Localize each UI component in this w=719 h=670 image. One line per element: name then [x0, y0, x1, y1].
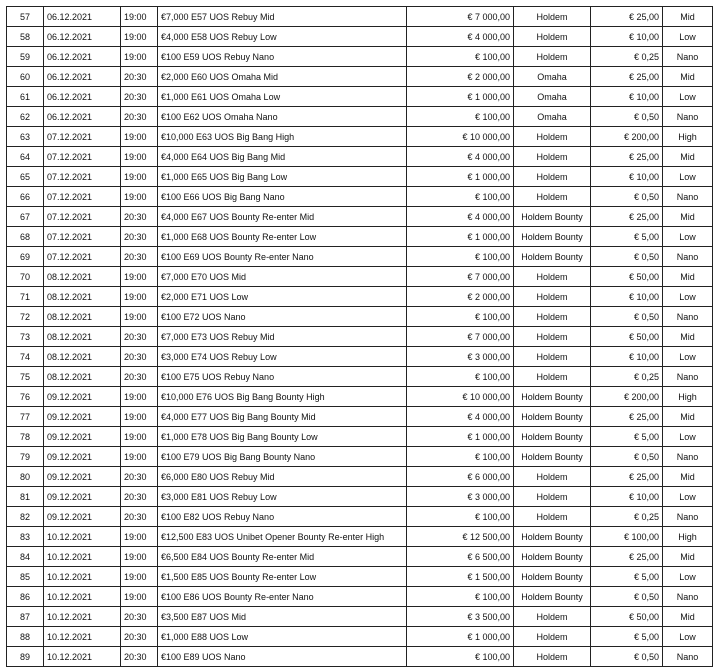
- event-time-cell: 20:30: [121, 247, 158, 267]
- event-number-cell: 68: [7, 227, 44, 247]
- stake-level-cell: Mid: [663, 7, 713, 27]
- event-number-cell: 62: [7, 107, 44, 127]
- guarantee-amount-cell: € 4 000,00: [407, 27, 514, 47]
- event-number-cell: 83: [7, 527, 44, 547]
- event-name-cell: €1,000 E65 UOS Big Bang Low: [158, 167, 407, 187]
- guarantee-amount-cell: € 12 500,00: [407, 527, 514, 547]
- table-row: [7, 167, 713, 187]
- buy-in-cell: € 0,50: [591, 247, 663, 267]
- event-name-cell: €1,000 E61 UOS Omaha Low: [158, 87, 407, 107]
- event-date-cell: 10.12.2021: [44, 627, 121, 647]
- event-name-cell: €3,000 E74 UOS Rebuy Low: [158, 347, 407, 367]
- stake-level-cell: Low: [663, 27, 713, 47]
- table-row: [7, 227, 713, 247]
- table-row: [7, 107, 713, 127]
- game-type-cell: Holdem: [514, 287, 591, 307]
- event-name-cell: €1,000 E78 UOS Big Bang Bounty Low: [158, 427, 407, 447]
- event-name-cell: €4,000 E67 UOS Bounty Re-enter Mid: [158, 207, 407, 227]
- game-type-cell: Holdem: [514, 307, 591, 327]
- game-type-cell: Holdem Bounty: [514, 247, 591, 267]
- table-row: [7, 367, 713, 387]
- stake-level-cell: Nano: [663, 367, 713, 387]
- guarantee-amount-cell: € 7 000,00: [407, 267, 514, 287]
- stake-level-cell: Nano: [663, 447, 713, 467]
- event-date-cell: 09.12.2021: [44, 427, 121, 447]
- event-time-cell: 19:00: [121, 27, 158, 47]
- event-name-cell: €3,500 E87 UOS Mid: [158, 607, 407, 627]
- table-row: [7, 187, 713, 207]
- event-time-cell: 19:00: [121, 427, 158, 447]
- game-type-cell: Holdem Bounty: [514, 227, 591, 247]
- game-type-cell: Holdem: [514, 367, 591, 387]
- table-row: [7, 407, 713, 427]
- game-type-cell: Holdem Bounty: [514, 407, 591, 427]
- table-row: [7, 387, 713, 407]
- event-name-cell: €1,000 E88 UOS Low: [158, 627, 407, 647]
- table-row: [7, 267, 713, 287]
- buy-in-cell: € 5,00: [591, 227, 663, 247]
- event-time-cell: 19:00: [121, 127, 158, 147]
- guarantee-amount-cell: € 6 000,00: [407, 467, 514, 487]
- event-date-cell: 07.12.2021: [44, 147, 121, 167]
- event-date-cell: 09.12.2021: [44, 447, 121, 467]
- event-number-cell: 74: [7, 347, 44, 367]
- guarantee-amount-cell: € 100,00: [407, 647, 514, 667]
- event-time-cell: 19:00: [121, 287, 158, 307]
- guarantee-amount-cell: € 4 000,00: [407, 407, 514, 427]
- buy-in-cell: € 25,00: [591, 207, 663, 227]
- stake-level-cell: Nano: [663, 307, 713, 327]
- table-row: [7, 247, 713, 267]
- event-date-cell: 08.12.2021: [44, 287, 121, 307]
- event-number-cell: 66: [7, 187, 44, 207]
- event-number-cell: 63: [7, 127, 44, 147]
- event-number-cell: 58: [7, 27, 44, 47]
- event-name-cell: €1,500 E85 UOS Bounty Re-enter Low: [158, 567, 407, 587]
- game-type-cell: Holdem Bounty: [514, 447, 591, 467]
- table-row: [7, 607, 713, 627]
- event-time-cell: 20:30: [121, 627, 158, 647]
- schedule-table: [6, 6, 713, 667]
- event-name-cell: €3,000 E81 UOS Rebuy Low: [158, 487, 407, 507]
- event-time-cell: 20:30: [121, 507, 158, 527]
- event-number-cell: 60: [7, 67, 44, 87]
- event-date-cell: 10.12.2021: [44, 527, 121, 547]
- stake-level-cell: High: [663, 387, 713, 407]
- guarantee-amount-cell: € 7 000,00: [407, 7, 514, 27]
- event-name-cell: €10,000 E63 UOS Big Bang High: [158, 127, 407, 147]
- stake-level-cell: Mid: [663, 407, 713, 427]
- stake-level-cell: Nano: [663, 187, 713, 207]
- guarantee-amount-cell: € 10 000,00: [407, 127, 514, 147]
- event-number-cell: 61: [7, 87, 44, 107]
- buy-in-cell: € 25,00: [591, 467, 663, 487]
- buy-in-cell: € 10,00: [591, 347, 663, 367]
- game-type-cell: Omaha: [514, 107, 591, 127]
- game-type-cell: Holdem Bounty: [514, 427, 591, 447]
- event-number-cell: 79: [7, 447, 44, 467]
- guarantee-amount-cell: € 4 000,00: [407, 147, 514, 167]
- event-time-cell: 19:00: [121, 47, 158, 67]
- guarantee-amount-cell: € 6 500,00: [407, 547, 514, 567]
- game-type-cell: Holdem: [514, 467, 591, 487]
- buy-in-cell: € 25,00: [591, 7, 663, 27]
- event-date-cell: 08.12.2021: [44, 267, 121, 287]
- guarantee-amount-cell: € 1 000,00: [407, 167, 514, 187]
- event-number-cell: 70: [7, 267, 44, 287]
- buy-in-cell: € 0,50: [591, 187, 663, 207]
- event-date-cell: 07.12.2021: [44, 247, 121, 267]
- stake-level-cell: Nano: [663, 247, 713, 267]
- game-type-cell: Holdem: [514, 507, 591, 527]
- stake-level-cell: Low: [663, 627, 713, 647]
- event-date-cell: 09.12.2021: [44, 487, 121, 507]
- game-type-cell: Holdem: [514, 27, 591, 47]
- stake-level-cell: Nano: [663, 47, 713, 67]
- event-number-cell: 85: [7, 567, 44, 587]
- event-name-cell: €7,000 E73 UOS Rebuy Mid: [158, 327, 407, 347]
- event-name-cell: €12,500 E83 UOS Unibet Opener Bounty Re-enter High: [158, 527, 407, 547]
- event-name-cell: €100 E69 UOS Bounty Re-enter Nano: [158, 247, 407, 267]
- event-time-cell: 20:30: [121, 607, 158, 627]
- event-date-cell: 09.12.2021: [44, 507, 121, 527]
- guarantee-amount-cell: € 3 000,00: [407, 347, 514, 367]
- game-type-cell: Holdem Bounty: [514, 547, 591, 567]
- game-type-cell: Holdem Bounty: [514, 207, 591, 227]
- buy-in-cell: € 0,50: [591, 587, 663, 607]
- event-number-cell: 76: [7, 387, 44, 407]
- event-time-cell: 20:30: [121, 367, 158, 387]
- stake-level-cell: Low: [663, 167, 713, 187]
- event-name-cell: €2,000 E71 UOS Low: [158, 287, 407, 307]
- buy-in-cell: € 50,00: [591, 607, 663, 627]
- event-number-cell: 72: [7, 307, 44, 327]
- stake-level-cell: High: [663, 527, 713, 547]
- stake-level-cell: Mid: [663, 207, 713, 227]
- stake-level-cell: Low: [663, 287, 713, 307]
- stake-level-cell: Low: [663, 347, 713, 367]
- event-time-cell: 19:00: [121, 167, 158, 187]
- table-row: [7, 327, 713, 347]
- event-number-cell: 80: [7, 467, 44, 487]
- event-date-cell: 09.12.2021: [44, 407, 121, 427]
- table-row: [7, 87, 713, 107]
- table-row: [7, 207, 713, 227]
- event-name-cell: €6,000 E80 UOS Rebuy Mid: [158, 467, 407, 487]
- event-name-cell: €100 E59 UOS Rebuy Nano: [158, 47, 407, 67]
- buy-in-cell: € 10,00: [591, 87, 663, 107]
- game-type-cell: Holdem: [514, 7, 591, 27]
- guarantee-amount-cell: € 10 000,00: [407, 387, 514, 407]
- event-name-cell: €4,000 E77 UOS Big Bang Bounty Mid: [158, 407, 407, 427]
- buy-in-cell: € 10,00: [591, 487, 663, 507]
- buy-in-cell: € 0,25: [591, 47, 663, 67]
- guarantee-amount-cell: € 100,00: [407, 187, 514, 207]
- stake-level-cell: Nano: [663, 107, 713, 127]
- event-number-cell: 59: [7, 47, 44, 67]
- event-name-cell: €7,000 E70 UOS Mid: [158, 267, 407, 287]
- table-row: [7, 507, 713, 527]
- event-name-cell: €100 E86 UOS Bounty Re-enter Nano: [158, 587, 407, 607]
- table-row: [7, 487, 713, 507]
- game-type-cell: Holdem: [514, 47, 591, 67]
- table-row: [7, 567, 713, 587]
- event-time-cell: 20:30: [121, 207, 158, 227]
- table-row: [7, 7, 713, 27]
- table-row: [7, 27, 713, 47]
- stake-level-cell: Nano: [663, 587, 713, 607]
- buy-in-cell: € 5,00: [591, 627, 663, 647]
- game-type-cell: Holdem: [514, 627, 591, 647]
- stake-level-cell: Low: [663, 87, 713, 107]
- guarantee-amount-cell: € 100,00: [407, 367, 514, 387]
- event-number-cell: 86: [7, 587, 44, 607]
- event-name-cell: €100 E75 UOS Rebuy Nano: [158, 367, 407, 387]
- event-date-cell: 09.12.2021: [44, 467, 121, 487]
- event-number-cell: 65: [7, 167, 44, 187]
- event-time-cell: 19:00: [121, 307, 158, 327]
- game-type-cell: Holdem Bounty: [514, 387, 591, 407]
- event-time-cell: 20:30: [121, 487, 158, 507]
- event-number-cell: 73: [7, 327, 44, 347]
- guarantee-amount-cell: € 1 500,00: [407, 567, 514, 587]
- event-date-cell: 06.12.2021: [44, 107, 121, 127]
- game-type-cell: Holdem Bounty: [514, 567, 591, 587]
- stake-level-cell: Nano: [663, 507, 713, 527]
- guarantee-amount-cell: € 100,00: [407, 247, 514, 267]
- event-time-cell: 20:30: [121, 647, 158, 667]
- game-type-cell: Omaha: [514, 87, 591, 107]
- guarantee-amount-cell: € 2 000,00: [407, 287, 514, 307]
- table-row: [7, 67, 713, 87]
- buy-in-cell: € 100,00: [591, 527, 663, 547]
- event-number-cell: 67: [7, 207, 44, 227]
- event-date-cell: 10.12.2021: [44, 607, 121, 627]
- buy-in-cell: € 25,00: [591, 407, 663, 427]
- table-row: [7, 307, 713, 327]
- buy-in-cell: € 10,00: [591, 287, 663, 307]
- event-name-cell: €100 E62 UOS Omaha Nano: [158, 107, 407, 127]
- event-number-cell: 75: [7, 367, 44, 387]
- table-row: [7, 47, 713, 67]
- guarantee-amount-cell: € 1 000,00: [407, 227, 514, 247]
- guarantee-amount-cell: € 100,00: [407, 587, 514, 607]
- event-date-cell: 08.12.2021: [44, 347, 121, 367]
- event-time-cell: 19:00: [121, 7, 158, 27]
- event-date-cell: 06.12.2021: [44, 47, 121, 67]
- buy-in-cell: € 50,00: [591, 267, 663, 287]
- table-row: [7, 447, 713, 467]
- event-time-cell: 19:00: [121, 567, 158, 587]
- event-time-cell: 19:00: [121, 387, 158, 407]
- event-name-cell: €10,000 E76 UOS Big Bang Bounty High: [158, 387, 407, 407]
- game-type-cell: Holdem: [514, 147, 591, 167]
- event-date-cell: 06.12.2021: [44, 67, 121, 87]
- event-name-cell: €2,000 E60 UOS Omaha Mid: [158, 67, 407, 87]
- event-time-cell: 19:00: [121, 587, 158, 607]
- event-time-cell: 20:30: [121, 347, 158, 367]
- event-name-cell: €4,000 E64 UOS Big Bang Mid: [158, 147, 407, 167]
- game-type-cell: Holdem: [514, 267, 591, 287]
- stake-level-cell: Mid: [663, 147, 713, 167]
- table-row: [7, 527, 713, 547]
- table-row: [7, 287, 713, 307]
- buy-in-cell: € 25,00: [591, 67, 663, 87]
- event-time-cell: 20:30: [121, 227, 158, 247]
- event-time-cell: 19:00: [121, 447, 158, 467]
- game-type-cell: Holdem: [514, 347, 591, 367]
- event-date-cell: 06.12.2021: [44, 27, 121, 47]
- guarantee-amount-cell: € 100,00: [407, 47, 514, 67]
- table-row: [7, 627, 713, 647]
- guarantee-amount-cell: € 100,00: [407, 507, 514, 527]
- event-number-cell: 84: [7, 547, 44, 567]
- event-date-cell: 06.12.2021: [44, 7, 121, 27]
- buy-in-cell: € 200,00: [591, 127, 663, 147]
- game-type-cell: Holdem: [514, 607, 591, 627]
- stake-level-cell: Low: [663, 227, 713, 247]
- event-time-cell: 19:00: [121, 547, 158, 567]
- event-number-cell: 87: [7, 607, 44, 627]
- event-number-cell: 69: [7, 247, 44, 267]
- buy-in-cell: € 200,00: [591, 387, 663, 407]
- guarantee-amount-cell: € 4 000,00: [407, 207, 514, 227]
- event-name-cell: €100 E72 UOS Nano: [158, 307, 407, 327]
- table-row: [7, 147, 713, 167]
- event-number-cell: 64: [7, 147, 44, 167]
- stake-level-cell: Mid: [663, 607, 713, 627]
- event-number-cell: 77: [7, 407, 44, 427]
- guarantee-amount-cell: € 2 000,00: [407, 67, 514, 87]
- game-type-cell: Holdem: [514, 127, 591, 147]
- event-time-cell: 20:30: [121, 107, 158, 127]
- event-date-cell: 09.12.2021: [44, 387, 121, 407]
- stake-level-cell: Mid: [663, 547, 713, 567]
- event-name-cell: €100 E89 UOS Nano: [158, 647, 407, 667]
- event-name-cell: €1,000 E68 UOS Bounty Re-enter Low: [158, 227, 407, 247]
- event-date-cell: 07.12.2021: [44, 227, 121, 247]
- stake-level-cell: Nano: [663, 647, 713, 667]
- game-type-cell: Holdem: [514, 647, 591, 667]
- guarantee-amount-cell: € 7 000,00: [407, 327, 514, 347]
- event-time-cell: 19:00: [121, 267, 158, 287]
- event-date-cell: 07.12.2021: [44, 167, 121, 187]
- table-row: [7, 467, 713, 487]
- buy-in-cell: € 5,00: [591, 567, 663, 587]
- buy-in-cell: € 0,50: [591, 447, 663, 467]
- guarantee-amount-cell: € 1 000,00: [407, 627, 514, 647]
- event-date-cell: 10.12.2021: [44, 567, 121, 587]
- event-time-cell: 19:00: [121, 407, 158, 427]
- stake-level-cell: Mid: [663, 267, 713, 287]
- event-name-cell: €6,500 E84 UOS Bounty Re-enter Mid: [158, 547, 407, 567]
- event-time-cell: 20:30: [121, 327, 158, 347]
- event-number-cell: 57: [7, 7, 44, 27]
- buy-in-cell: € 0,25: [591, 367, 663, 387]
- buy-in-cell: € 25,00: [591, 147, 663, 167]
- guarantee-amount-cell: € 100,00: [407, 447, 514, 467]
- guarantee-amount-cell: € 100,00: [407, 307, 514, 327]
- event-date-cell: 06.12.2021: [44, 87, 121, 107]
- game-type-cell: Holdem: [514, 487, 591, 507]
- event-number-cell: 82: [7, 507, 44, 527]
- guarantee-amount-cell: € 1 000,00: [407, 427, 514, 447]
- buy-in-cell: € 10,00: [591, 167, 663, 187]
- game-type-cell: Holdem: [514, 167, 591, 187]
- game-type-cell: Holdem: [514, 187, 591, 207]
- buy-in-cell: € 5,00: [591, 427, 663, 447]
- game-type-cell: Holdem Bounty: [514, 527, 591, 547]
- event-name-cell: €100 E82 UOS Rebuy Nano: [158, 507, 407, 527]
- table-row: [7, 587, 713, 607]
- table-row: [7, 647, 713, 667]
- event-date-cell: 07.12.2021: [44, 127, 121, 147]
- stake-level-cell: Mid: [663, 327, 713, 347]
- event-time-cell: 19:00: [121, 147, 158, 167]
- table-row: [7, 347, 713, 367]
- stake-level-cell: Low: [663, 567, 713, 587]
- event-date-cell: 07.12.2021: [44, 187, 121, 207]
- game-type-cell: Omaha: [514, 67, 591, 87]
- buy-in-cell: € 25,00: [591, 547, 663, 567]
- event-time-cell: 19:00: [121, 187, 158, 207]
- stake-level-cell: Low: [663, 427, 713, 447]
- table-row: [7, 127, 713, 147]
- event-date-cell: 07.12.2021: [44, 207, 121, 227]
- buy-in-cell: € 50,00: [591, 327, 663, 347]
- event-name-cell: €7,000 E57 UOS Rebuy Mid: [158, 7, 407, 27]
- buy-in-cell: € 0,50: [591, 307, 663, 327]
- buy-in-cell: € 0,25: [591, 507, 663, 527]
- event-number-cell: 78: [7, 427, 44, 447]
- buy-in-cell: € 10,00: [591, 27, 663, 47]
- guarantee-amount-cell: € 3 500,00: [407, 607, 514, 627]
- event-time-cell: 20:30: [121, 467, 158, 487]
- buy-in-cell: € 0,50: [591, 647, 663, 667]
- schedule-table-body: [7, 7, 713, 667]
- event-name-cell: €4,000 E58 UOS Rebuy Low: [158, 27, 407, 47]
- buy-in-cell: € 0,50: [591, 107, 663, 127]
- event-date-cell: 10.12.2021: [44, 647, 121, 667]
- event-name-cell: €100 E66 UOS Big Bang Nano: [158, 187, 407, 207]
- event-time-cell: 20:30: [121, 87, 158, 107]
- event-name-cell: €100 E79 UOS Big Bang Bounty Nano: [158, 447, 407, 467]
- event-date-cell: 08.12.2021: [44, 307, 121, 327]
- stake-level-cell: High: [663, 127, 713, 147]
- game-type-cell: Holdem Bounty: [514, 587, 591, 607]
- event-number-cell: 81: [7, 487, 44, 507]
- stake-level-cell: Mid: [663, 467, 713, 487]
- event-time-cell: 20:30: [121, 67, 158, 87]
- event-number-cell: 71: [7, 287, 44, 307]
- event-date-cell: 10.12.2021: [44, 547, 121, 567]
- event-time-cell: 19:00: [121, 527, 158, 547]
- guarantee-amount-cell: € 3 000,00: [407, 487, 514, 507]
- event-date-cell: 10.12.2021: [44, 587, 121, 607]
- event-number-cell: 89: [7, 647, 44, 667]
- guarantee-amount-cell: € 100,00: [407, 107, 514, 127]
- event-number-cell: 88: [7, 627, 44, 647]
- table-row: [7, 547, 713, 567]
- stake-level-cell: Low: [663, 487, 713, 507]
- game-type-cell: Holdem: [514, 327, 591, 347]
- event-date-cell: 08.12.2021: [44, 367, 121, 387]
- stake-level-cell: Mid: [663, 67, 713, 87]
- table-row: [7, 427, 713, 447]
- event-date-cell: 08.12.2021: [44, 327, 121, 347]
- guarantee-amount-cell: € 1 000,00: [407, 87, 514, 107]
